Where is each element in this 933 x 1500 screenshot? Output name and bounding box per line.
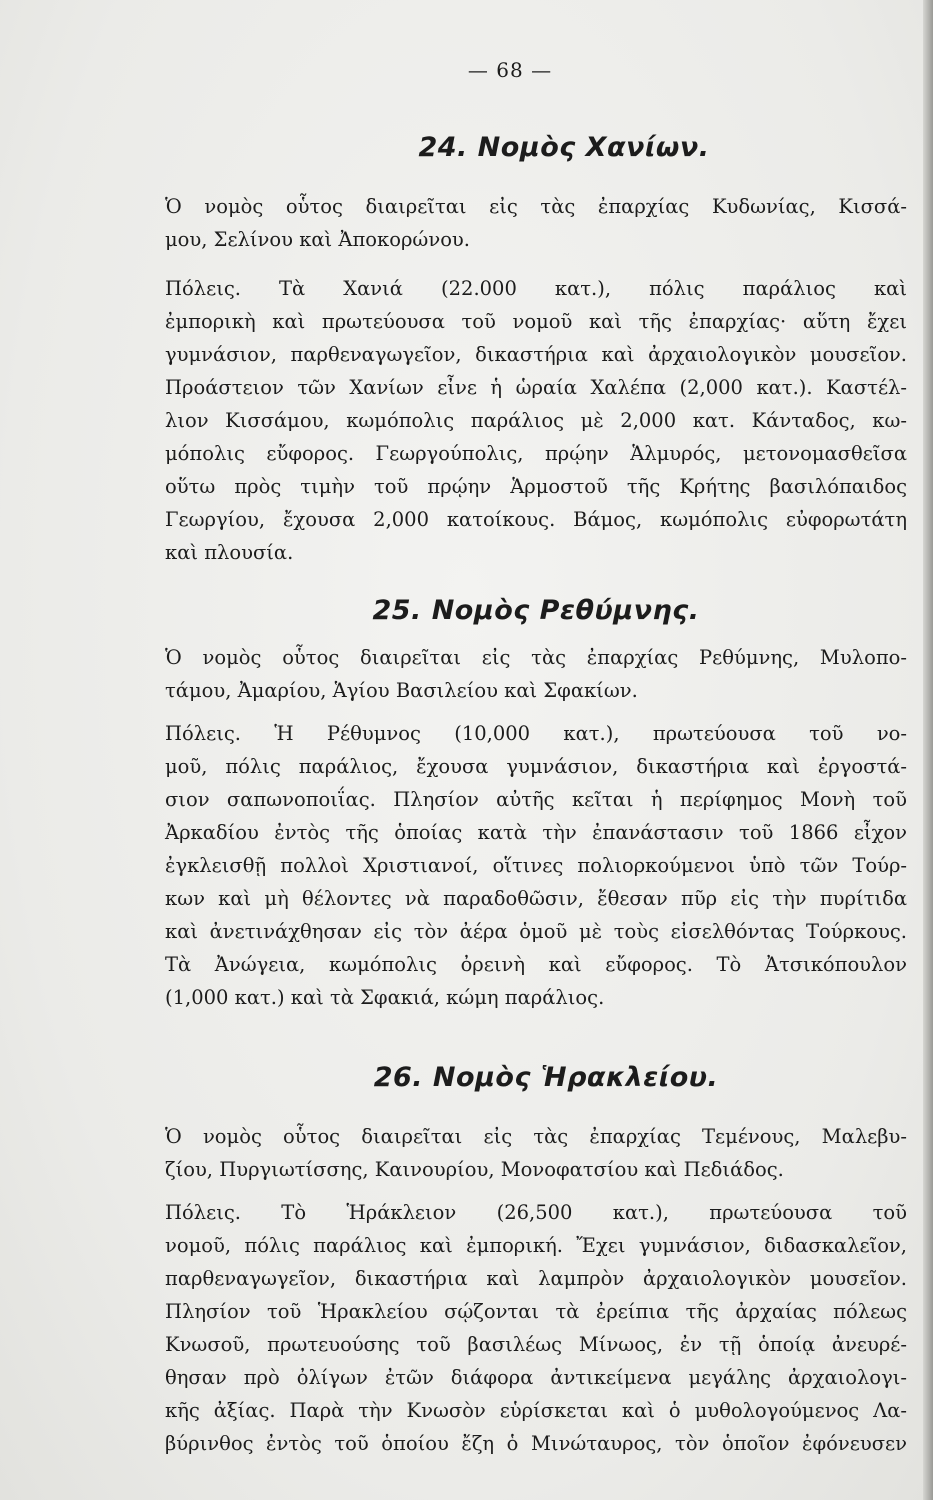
page-edge-shadow [923,0,933,1500]
text-line: ἐγκλεισθῇ πολλοὶ Χριστιανοί, οἵτινες πολιορκούμενοι ὑπὸ τῶν Τούρ- [165,854,907,877]
text-line: ζίου, Πυργιωτίσσης, Καινουρίου, Μονοφατσίου καὶ Πεδιάδος. [165,1158,784,1181]
section-heading-25: 25. Νομὸς Ρεθύμνης. [372,595,700,626]
text-line: (1,000 κατ.) καὶ τὰ Σφακιά, κώμη παράλιος. [165,986,605,1009]
text-line: Τὰ Ἀνώγεια, κωμόπολις ὀρεινὴ καὶ εὔφορος. Τὸ Ἀτσικόπουλον [165,953,907,976]
text-line: Ἀρκαδίου ἐντὸς τῆς ὁποίας κατὰ τὴν ἐπανάστασιν τοῦ 1866 εἶχον [165,821,907,844]
text-line: νομοῦ, πόλις παράλιος καὶ ἐμπορική. Ἔχει γυμνάσιον, διδασκαλεῖον, [165,1234,907,1257]
text-column [165,100,907,1460]
text-line: θησαν πρὸ ὀλίγων ἐτῶν διάφορα ἀντικείμενα μεγάλης ἀρχαιολογι- [165,1366,907,1389]
text-line: Κνωσοῦ, πρωτευούσης τοῦ βασιλέως Μίνωος, ἐν τῇ ὁποίᾳ ἀνευρέ- [165,1333,907,1356]
text-line: μόπολις εὔφορος. Γεωργούπολις, πρῴην Ἁλμυρός, μετονομασθεῖσα [165,442,907,465]
text-line: βύρινθος ἐντὸς τοῦ ὁποίου ἔζη ὁ Μινώταυρος, τὸν ὁποῖον ἐφόνευσεν [165,1432,907,1455]
text-line: οὕτω πρὸς τιμὴν τοῦ πρῴην Ἁρμοστοῦ τῆς Κρήτης βασιλόπαιδος [165,475,907,498]
section-25-cities [165,717,907,1014]
text-line: λιον Κισσάμου, κωμόπολις παράλιος μὲ 2,000 κατ. Κάνταδος, κω- [165,409,907,432]
text-line: Ὁ νομὸς οὗτος διαιρεῖται εἰς τὰς ἐπαρχίας Ρεθύμνης, Μυλοπο- [165,646,907,669]
text-line: κῆς ἀξίας. Παρὰ τὴν Κνωσὸν εὑρίσκεται καὶ ὁ μυθολογούμενος Λα- [165,1399,907,1422]
text-line: Ὁ νομὸς οὗτος διαιρεῖται εἰς τὰς ἐπαρχίας Κυδωνίας, Κισσά- [165,195,907,218]
text-line: γυμνάσιον, παρθεναγωγεῖον, δικαστήρια καὶ ἀρχαιολογικὸν μουσεῖον. [165,343,907,366]
page-number: — 68 — [467,58,553,82]
text-line: Πόλεις. Τὰ Χανιά (22.000 κατ.), πόλις παράλιος καὶ [165,277,907,300]
text-line: Πλησίον τοῦ Ἡρακλείου σῴζονται τὰ ἐρείπια τῆς ἀρχαίας πόλεως [165,1300,907,1323]
section-heading-24: 24. Νομὸς Χανίων. [418,132,710,163]
section-heading-26: 26. Νομὸς Ἡρακλείου. [373,1062,719,1093]
text-line: Πόλεις. Τὸ Ἡράκλειον (26,500 κατ.), πρωτεύουσα τοῦ [165,1201,907,1224]
section-26-cities [165,1196,907,1460]
text-line: τάμου, Ἀμαρίου, Ἁγίου Βασιλείου καὶ Σφακίων. [165,679,638,702]
text-line: μου, Σελίνου καὶ Ἀποκορώνου. [165,228,470,251]
section-26-intro [165,1120,907,1186]
text-line: καὶ πλουσία. [165,541,294,564]
section-24-cities [165,272,907,569]
text-line: μοῦ, πόλις παράλιος, ἔχουσα γυμνάσιον, δικαστήρια καὶ ἐργοστά- [165,755,907,778]
text-line: παρθεναγωγεῖον, δικαστήρια καὶ λαμπρὸν ἀρχαιολογικὸν μουσεῖον. [165,1267,907,1290]
section-25-intro [165,641,907,707]
text-line: Ὁ νομὸς οὗτος διαιρεῖται εἰς τὰς ἐπαρχίας Τεμένους, Μαλεβυ- [165,1125,907,1148]
text-line: Γεωργίου, ἔχουσα 2,000 κατοίκους. Βάμος, κωμόπολις εὐφορωτάτη [165,508,907,531]
section-24-intro [165,190,907,256]
text-line: σιον σαπωνοποιΐας. Πλησίον αὐτῆς κεῖται ἡ περίφημος Μονὴ τοῦ [165,788,907,811]
text-line: Πόλεις. Ἡ Ρέθυμνος (10,000 κατ.), πρωτεύουσα τοῦ νο- [165,722,907,745]
text-line: κων καὶ μὴ θέλοντες νὰ παραδοθῶσιν, ἔθεσαν πῦρ εἰς τὴν πυρίτιδα [165,887,907,910]
text-line: Προάστειον τῶν Χανίων εἶνε ἡ ὡραία Χαλέπα (2,000 κατ.). Καστέλ- [165,376,907,399]
text-line: ἐμπορικὴ καὶ πρωτεύουσα τοῦ νομοῦ καὶ τῆς ἐπαρχίας· αὕτη ἔχει [165,310,907,333]
text-line: καὶ ἀνετινάχθησαν εἰς τὸν ἀέρα ὁμοῦ μὲ τοὺς εἰσελθόντας Τούρκους. [165,920,907,943]
